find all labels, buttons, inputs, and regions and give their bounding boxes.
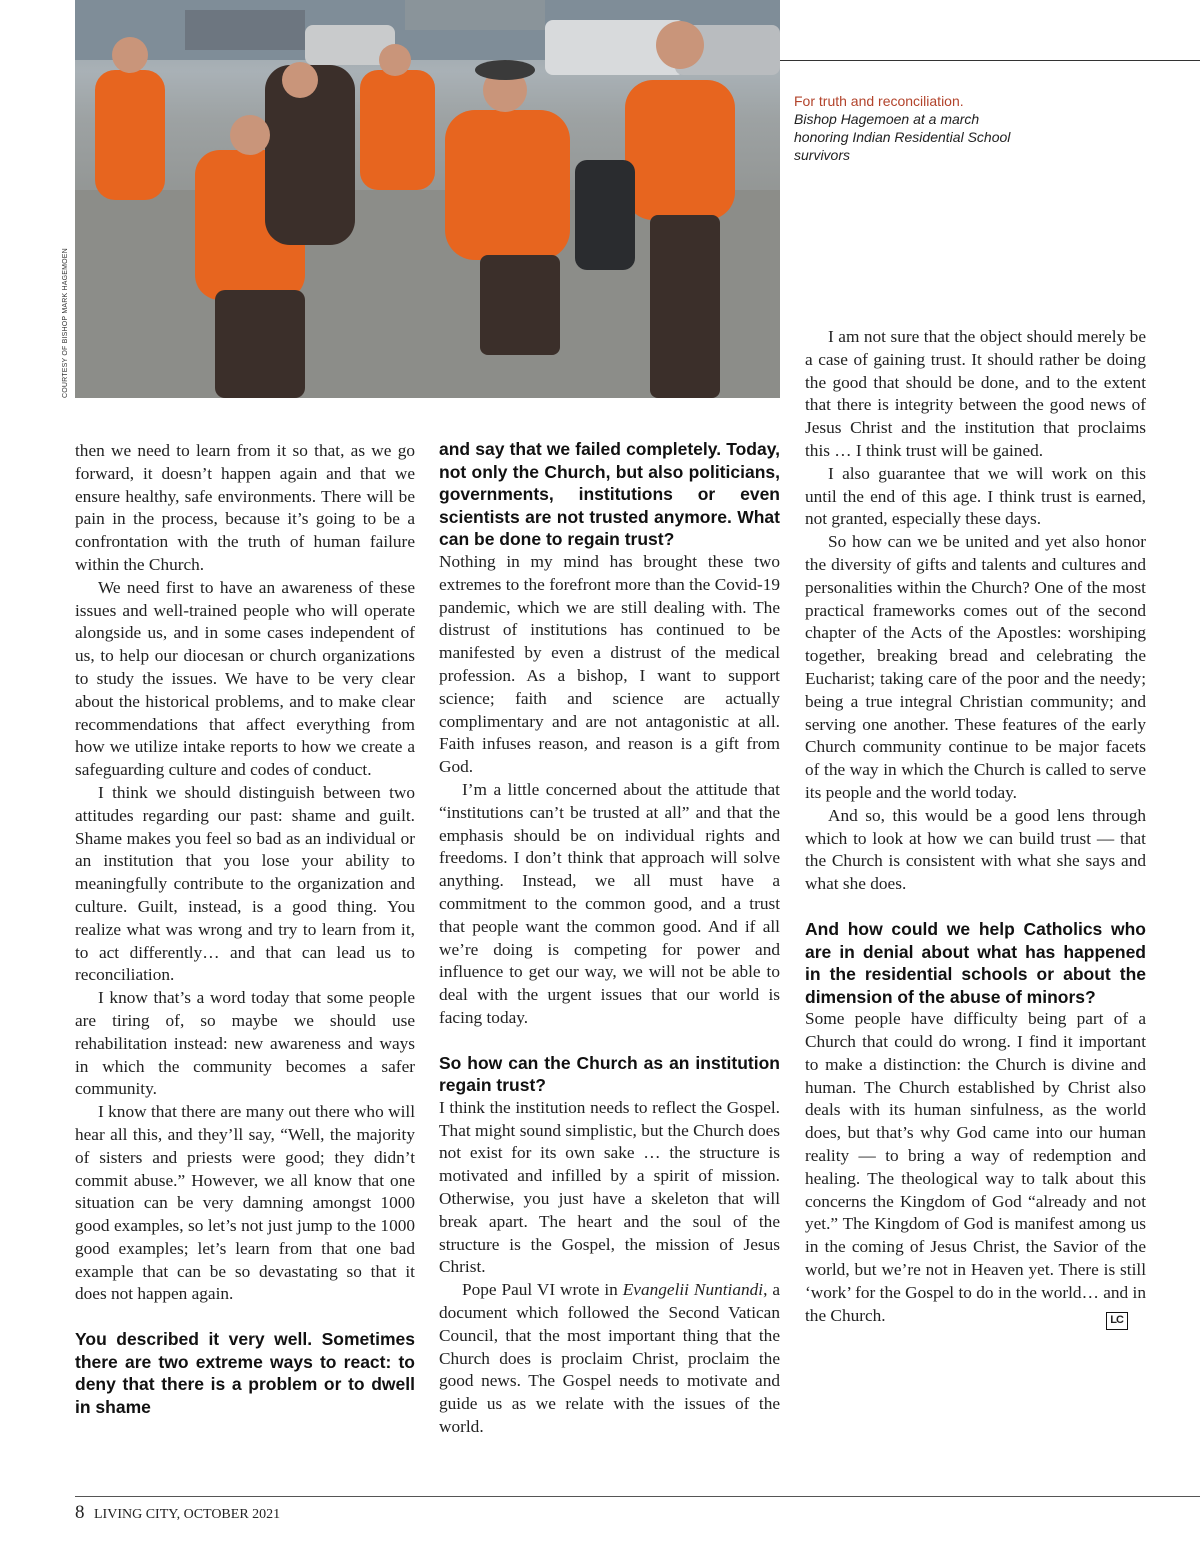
article-column-2 (439, 438, 780, 1439)
body-paragraph (805, 463, 1146, 531)
paragraph-text: Some people have difficulty being part of a Church that could do wrong. I find it important to make a distinction: the Church is divine and human. The Church established by Christ also deals with its human sinfulness, as the world does, but that’s why God came into our human reality — to bring a way of redemption and healing. The theological way to talk about this concerns the Kingdom of God “already and not yet.” The Kingdom of God is manifest among us in the coming of Jesus Christ, the Savior of the world, but we’re not in Heaven yet. There is still ‘work’ for the Gospel to do in the world… and in the Church. (805, 1009, 1146, 1325)
march-photo (75, 0, 780, 398)
body-paragraph (75, 987, 415, 1101)
caption-lead: For truth and reconciliation. (794, 93, 964, 109)
paragraph-text: I think we should distinguish between two attitudes regarding our past: shame and guilt. Shame makes you feel so bad as an individual or an institution that you lose your ability to meaningfully contribute to the organization and culture. Guilt, instead, is a good thing. You realize what was wrong and try to learn from it, to act differently… and that can lead us to reconciliation. (75, 782, 415, 985)
document-title: Evangelii Nuntiandi (622, 1280, 764, 1300)
article-column-3 (805, 326, 1146, 1330)
paragraph-text: So how can we be united and yet also honor the diversity of gifts and talents and cultures and personalities within the Church? One of the most practical frameworks comes out of the second chapter of the Acts of the Apostles: worshiping together, breaking bread and celebrating the Eucharist; taking care of the poor and the needy; being a true integral Christian community; and serving one another. These features of the early Church community continue to be major facets of the way in which the Church is called to serve its people and the world today. (805, 532, 1146, 802)
body-paragraph (805, 326, 1146, 463)
paragraph-text: I know that’s a word today that some people are tiring of, so maybe we should use rehabilitation instead: new awareness and ways in which the community becomes a safer community. (75, 988, 415, 1099)
issue-date: OCTOBER 2021 (183, 1507, 281, 1522)
paragraph-text: Pope Paul VI wrote in (462, 1280, 618, 1300)
paragraph-text: I also guarantee that we will work on this until the end of this age. I think trust is earned, not granted, especially these days. (805, 463, 1146, 529)
interview-question: So how can the Church as an institution regain trust? (439, 1052, 780, 1096)
body-paragraph (75, 440, 415, 577)
body-paragraph (75, 782, 415, 987)
page-number: 8 (75, 1502, 85, 1523)
interview-question: And how could we help Catholics who are in denial about what has happened in the residential schools or about the dimension of the abuse of minors? (805, 918, 1146, 1007)
body-paragraph (805, 531, 1146, 805)
paragraph-text: I think the institution needs to reflect the Gospel. That might sound simplistic, but the Church does not exist for its own sake … the structure is motivated and infilled by a spirit of mission. Otherwise, you just have a skeleton that will break apart. The heart and the soul of the structure is the Gospel, the mission of Jesus Christ. (439, 1097, 780, 1277)
body-paragraph (805, 805, 1146, 896)
paragraph-text: , a document which followed the Second Vatican Council, that the most important thing that the Church does is proclaim Christ, proclaim the good news. The Gospel needs to motivate and guide us as we relate with the issues of the world. (439, 1280, 781, 1437)
paragraph-text: Nothing in my mind has brought these two extremes to the forefront more than the Covid-19 pandemic, which we are still dealing with. The distrust of institutions has continued to be manifested by even a distrust of the medical profession. As a bishop, I want to support science; faith and science are actually complimentary and are not antagonistic at all. Faith infuses reason, and reason is a gift from God. (439, 551, 780, 777)
section-gap (439, 1030, 780, 1052)
paragraph-text: We need first to have an awareness of these issues and well-trained people who will operate alongside us, and in some cases independent of us, to help our diocesan or church organizations to study the issues. We have to be very clear about the historical problems, and to make clear recommendations that affect everything from how we utilize intake reports to how we create a safeguarding culture and codes of conduct. (75, 577, 415, 780)
page-footer (75, 1502, 280, 1524)
top-rule (780, 60, 1200, 61)
body-paragraph (439, 1279, 780, 1439)
interview-question: You described it very well. Sometimes there are two extreme ways to react: to deny that there is a problem or to dwell in shame (75, 1329, 415, 1418)
paragraph-text: I know that there are many out there who will hear all this, and they’ll say, “Well, the majority of sisters and priests were good; they didn’t commit abuse.” However, we all know that one situation can be very damning amongst 1000 good examples, so let’s not just jump to the 1000 good examples; let’s learn from that one bad example that can be so devastating so that it does not happen again. (75, 1102, 415, 1304)
paragraph-text: And so, this would be a good lens through which to look at how we can build trust — that the Church is consistent with what she says and what she does. (805, 805, 1146, 894)
end-mark-logo: LC (1106, 1312, 1128, 1330)
body-paragraph (805, 1008, 1146, 1329)
paragraph-text: then we need to learn from it so that, as we go forward, it doesn’t happen again and that we ensure healthy, safe environments. There will be pain in the process, because it’s going to be a confrontation with the truth of human failure within the Church. (75, 441, 415, 574)
body-paragraph (439, 1097, 780, 1279)
publication-name: LIVING CITY, (94, 1507, 181, 1522)
section-gap (75, 1306, 415, 1328)
caption-body: Bishop Hagemoen at a march honoring Indian Residential School survivors (794, 111, 1011, 163)
paragraph-text: I’m a little concerned about the attitude that “institutions can’t be trusted at all” and that the emphasis should be on individual rights and freedoms. I don’t think that approach will solve anything. Instead, we all must have a commitment to the common good, and a trust that people want the common good. And if all we’re doing is competing for power and influence to get our way, we will not be able to deal with the urgent issues that our world is facing today. (439, 779, 780, 1027)
section-gap (805, 896, 1146, 918)
body-paragraph (439, 551, 780, 779)
interview-question: and say that we failed completely. Today, not only the Church, but also politicians, governments, institutions or even scientists are not trusted anymore. What can be done to regain trust? (439, 439, 780, 550)
footer-rule (75, 1496, 1200, 1497)
photo-illustration (75, 0, 780, 398)
paragraph-text: I am not sure that the object should merely be a case of gaining trust. It should rather be doing the good that should be done, and to the extent that there is integrity between the good news of Jesus Christ and the institution that proclaims this … I think trust will be gained. (805, 327, 1146, 460)
body-paragraph (439, 779, 780, 1030)
body-paragraph (75, 577, 415, 782)
photo-credit: COURTESY OF BISHOP MARK HAGEMOEN (62, 248, 69, 398)
article-column-1 (75, 440, 415, 1419)
photo-caption (794, 92, 1024, 164)
body-paragraph (75, 1101, 415, 1306)
